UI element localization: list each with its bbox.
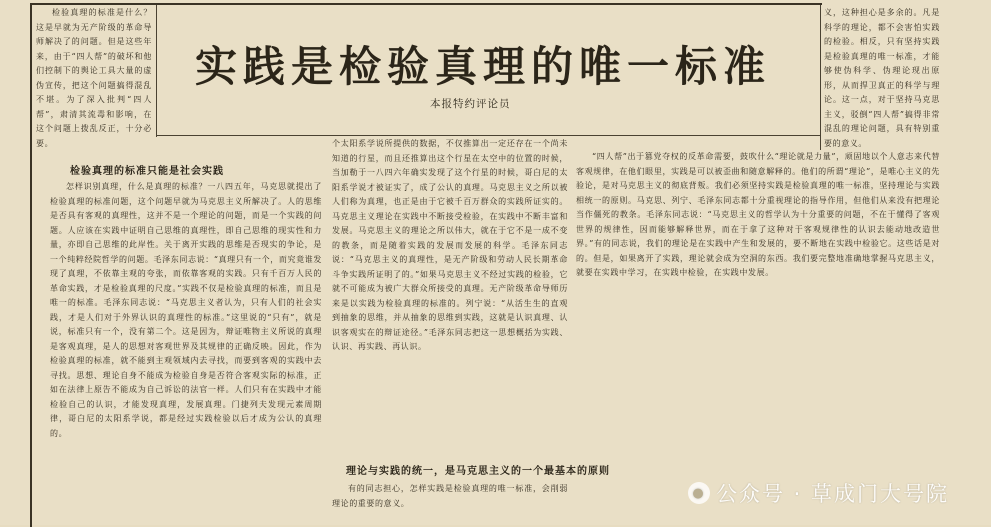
byline: 本报特约评论员 [430, 98, 511, 110]
body-column-right [576, 150, 940, 480]
column-divider-left [156, 5, 157, 137]
section-heading-2: 理论与实践的统一，是马克思主义的一个最基本的原则 [346, 466, 610, 477]
body-column-middle-bottom [332, 482, 568, 522]
watermark [688, 478, 949, 508]
body-right-text: “四人帮”出于篡党夺权的反革命需要，鼓吹什么“理论就是力量”，顽固地以个人意志来代替客观规律，在他们眼里，实践是可以被歪曲和随意解释的。他们的所谓“理论”，是唯心主义的先验论，是对马克思主义的彻底背叛。我们必须坚持实践是检验真理的唯一标准，坚持理论与实践相统一的原则。马克思、列宁、毛泽东同志都十分重视理论的指导作用，但他们从来没有把理论当作僵死的教条。毛泽东同志说：“马克思主义的哲学认为十分重要的问题，不在于懂得了客观世界的规律性，因而能够解释世界，而在于拿了这种对于客观规律性的认识去能动地改造世界。”有的同志说，我们的理论是在实践中产生和发展的，要不断地在实践中检验它。这些话是对的。但是，如果离开了实践，理论就会成为空洞的东西。我们要完整地准确地掌握马克思主义，就要在实践中学习，在实践中检验，在实践中发展。 [576, 152, 940, 277]
body-middle-bottom-text: 有的同志担心，怎样实践是检验真理的唯一标准，会削弱理论的重要的意义。 [332, 484, 568, 508]
body-left-text: 怎样识别真理，什么是真理的标准？一八四五年，马克思就提出了检验真理的标准问题，这个问题早就为马克思主义所解决了。人的思维是否具有客观的真理性，这并不是一个理论的问题，而是一个实践的问题。人应该在实践中证明自己思维的真理性，即自己思维的现实性和力量，亦即自己思维的此岸性。关于离开实践的思维是否现实的争论，是一个纯粹经院哲学的问题。毛泽东同志说：“真理只有一个，而究竟谁发现了真理，不依靠主观的夸张，而依靠客观的实践。只有千百万人民的革命实践，才是检验真理的尺度。”实践不仅是检验真理的标准，而且是唯一的标准。毛泽东同志说：“马克思主义者认为，只有人们的社会实践，才是人们对于外界认识的真理性的标准。”这里说的“只有”，就是说，标准只有一个，没有第二个。这是因为，辩证唯物主义所说的真理是客观真理，是人的思想对客观世界及其规律的正确反映。因此，作为检验真理的标准，就不能到主观领域内去寻找，而要到客观的实践中去寻找。思想、理论自身不能成为检验自身是否符合客观实际的标准，正如在法律上原告不能成为自己诉讼的法官一样。人们只有在实践中才能检验自己的认识，才能发现真理，发展真理。门捷列夫发现元素周期律，哥白尼的太阳系学说，都是经过实践检验以后才成为公认的真理的。 [50, 182, 322, 438]
wechat-icon: ● [688, 482, 710, 504]
body-column-left [50, 180, 322, 480]
body-middle-text: 个太阳系学说所提供的数据，不仅推算出一定还存在一个尚未知道的行星，而且还推算出这个行星在太空中的位置的时候，当加勒于一八四六年确实发现了这个行星的时候，哥白尼的太阳系学说才被证实了，成了公认的真理。马克思主义之所以被人们称为真理，也正是由于它被千百万群众的实践所证实的。马克思主义理论在实践中不断接受检验，在实践中不断丰富和发展。马克思主义的理论之所以伟大，就在于它不是一成不变的教条，而是随着实践的发展而发展的科学。毛泽东同志说：“马克思主义的真理性，是无产阶级和劳动人民长期革命斗争实践所证明了的。”如果马克思主义不经过实践的检验，它就不可能成为被广大群众所接受的真理。无产阶级革命导师历来是以实践为检验真理的标准的。列宁说：“从活生生的直观到抽象的思维，并从抽象的思维到实践，这就是认识真理、认识客观实在的辩证途径。”毛泽东同志把这一思想概括为实践、认识、再实践、再认识。 [332, 139, 568, 351]
lead-text: 检验真理的标准是什么？这是早就为无产阶级的革命导师解决了的问题。但是这些年来，由于“四人帮”的破坏和他们控制下的舆论工具大量的虚伪宣传，把这个问题搞得混乱不堪。为了深入批判“四人帮”，肃清其流毒和影响，在这个问题上拨乱反正，十分必要。 [36, 8, 152, 148]
body-column-middle [332, 137, 568, 455]
header-rule [156, 135, 820, 136]
watermark-text: 公众号 · 草成门大号院 [716, 482, 950, 506]
column-divider-right [820, 5, 821, 150]
top-right-column [824, 6, 940, 146]
lead-paragraph [36, 6, 152, 148]
section-heading-1: 检验真理的标准只能是社会实践 [70, 166, 224, 177]
page-title: 实践是检验真理的唯一标准 [194, 42, 771, 91]
top-right-text: 义，这种担心是多余的。凡是科学的理论，都不会害怕实践的检验。相反，只有坚持实践是检验真理的唯一标准，才能够使伪科学、伪理论现出原形，从而捍卫真正的科学与理论。这一点，对于坚持马克思主义，驳倒“四人帮”搞得非常混乱的理论问题，具有特别重要的意义。 [824, 8, 940, 148]
